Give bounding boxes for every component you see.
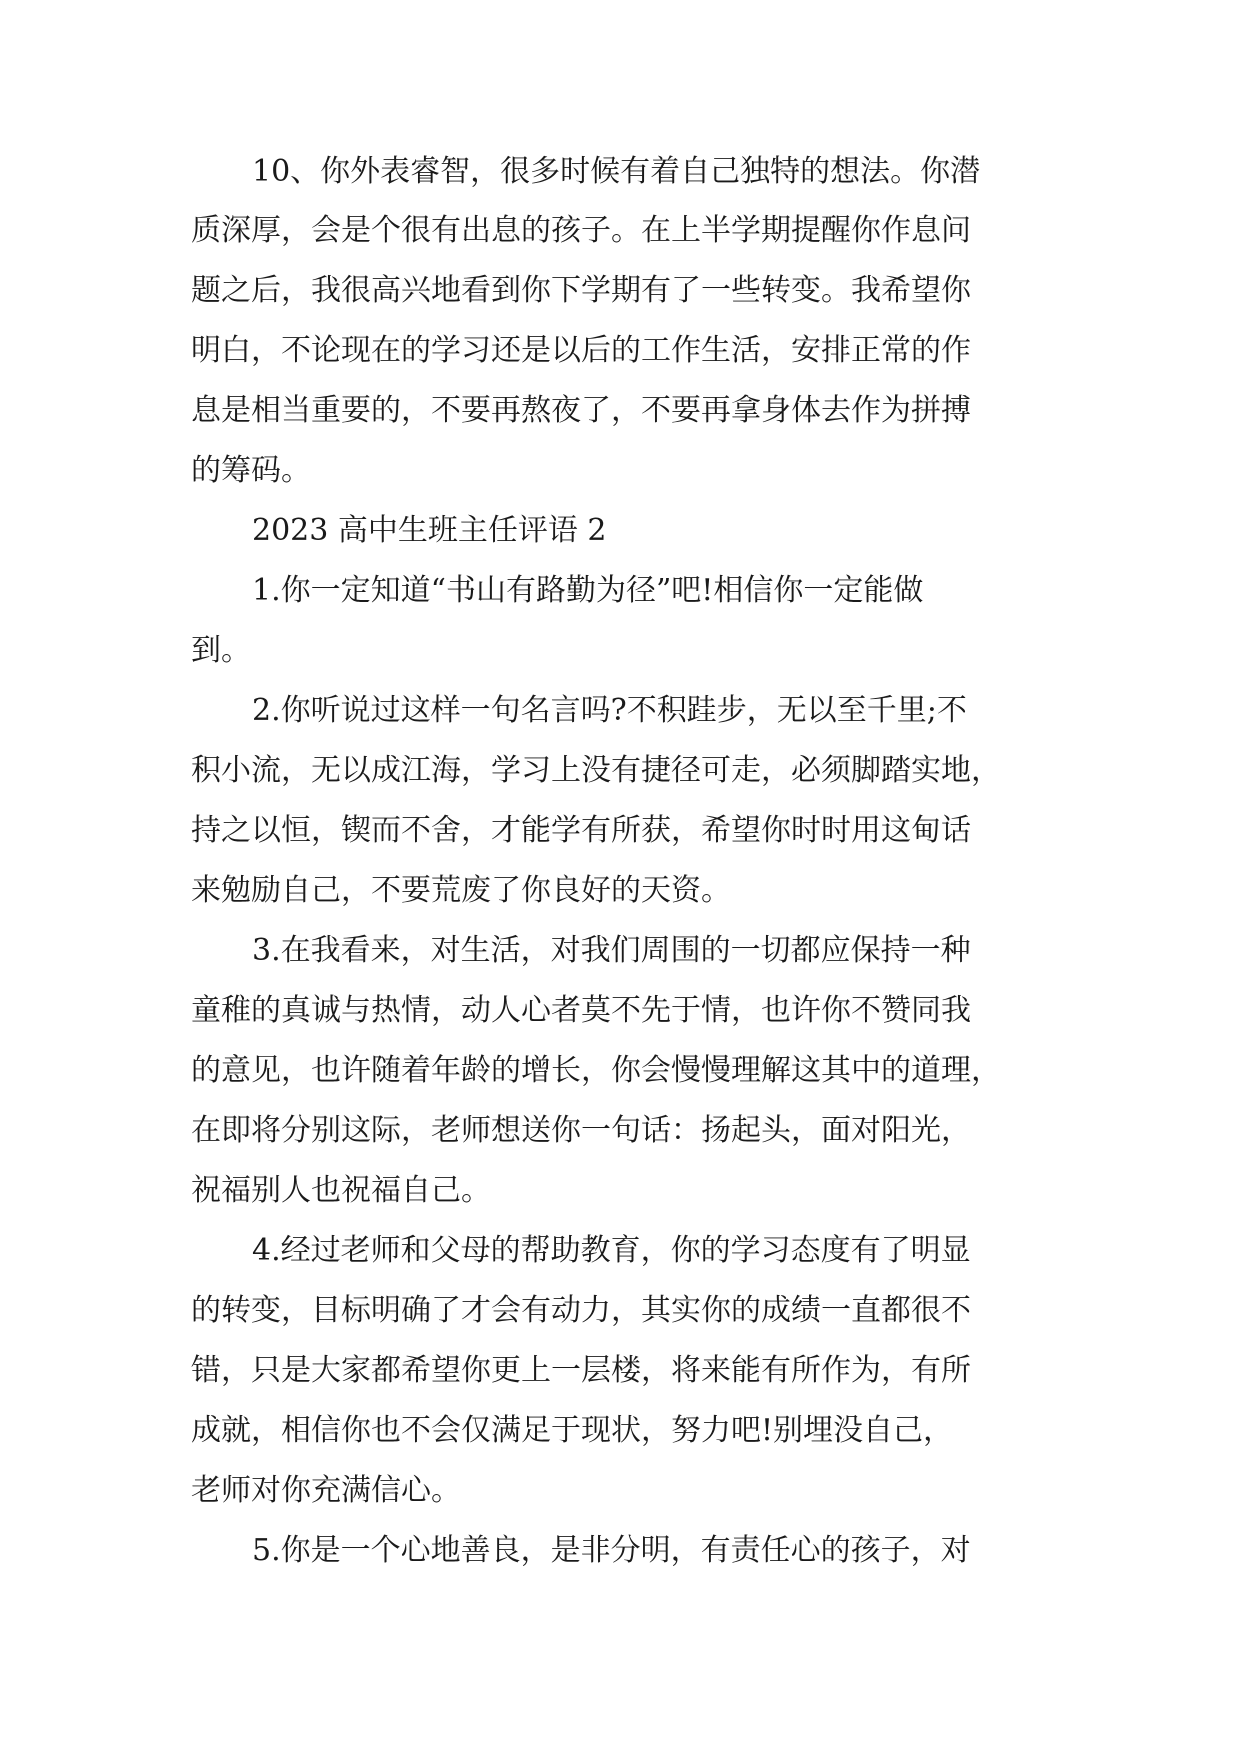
section-heading: 2023 高中生班主任评语 2 xyxy=(252,513,607,548)
item-2-line-2: 积小流，无以成江海，学习上没有捷径可走，必须脚踏实地， xyxy=(191,753,1001,788)
item-5-line-1: 5.你是一个心地善良，是非分明，有责任心的孩子，对 xyxy=(252,1533,971,1568)
item-4-line-1: 4.经过老师和父母的帮助教育，你的学习态度有了明显 xyxy=(252,1233,971,1268)
item-3-line-3: 的意见，也许随着年龄的增长，你会慢慢理解这其中的道理， xyxy=(191,1053,1001,1088)
item-1-line-1: 1.你一定知道“书山有路勤为径”吧!相信你一定能做 xyxy=(252,573,924,608)
paragraph-10-line-2: 质深厚，会是个很有出息的孩子。在上半学期提醒你作息问 xyxy=(191,213,971,248)
paragraph-10-line-1: 10、你外表睿智，很多时候有着自己独特的想法。你潜 xyxy=(252,154,981,189)
paragraph-10-line-6: 的筹码。 xyxy=(191,453,311,488)
item-2-line-3: 持之以恒，锲而不舍，才能学有所获，希望你时时用这甸话 xyxy=(191,813,971,848)
item-2-line-4: 来勉励自己，不要荒废了你良好的天资。 xyxy=(191,873,731,908)
item-3-line-4: 在即将分别这际，老师想送你一句话：扬起头，面对阳光， xyxy=(191,1113,971,1148)
paragraph-10-line-3: 题之后，我很高兴地看到你下学期有了一些转变。我希望你 xyxy=(191,273,971,308)
item-4-line-2: 的转变，目标明确了才会有动力，其实你的成绩一直都很不 xyxy=(191,1293,971,1328)
paragraph-10-line-4: 明白，不论现在的学习还是以后的工作生活，安排正常的作 xyxy=(191,333,971,368)
paragraph-10-line-5: 息是相当重要的，不要再熬夜了，不要再拿身体去作为拼搏 xyxy=(191,393,971,428)
item-4-line-4: 成就，相信你也不会仅满足于现状，努力吧!别埋没自己， xyxy=(191,1413,954,1448)
item-2-line-1: 2.你听说过这样一句名言吗?不积跬步，无以至千里;不 xyxy=(252,693,967,728)
item-1-line-2: 到。 xyxy=(191,633,251,668)
item-4-line-5: 老师对你充满信心。 xyxy=(191,1473,461,1508)
item-3-line-2: 童稚的真诚与热情，动人心者莫不先于情，也许你不赞同我 xyxy=(191,993,971,1028)
item-3-line-1: 3.在我看来，对生活，对我们周围的一切都应保持一种 xyxy=(252,933,971,968)
item-4-line-3: 错，只是大家都希望你更上一层楼，将来能有所作为，有所 xyxy=(191,1353,971,1388)
item-3-line-5: 祝福别人也祝福自己。 xyxy=(191,1173,491,1208)
